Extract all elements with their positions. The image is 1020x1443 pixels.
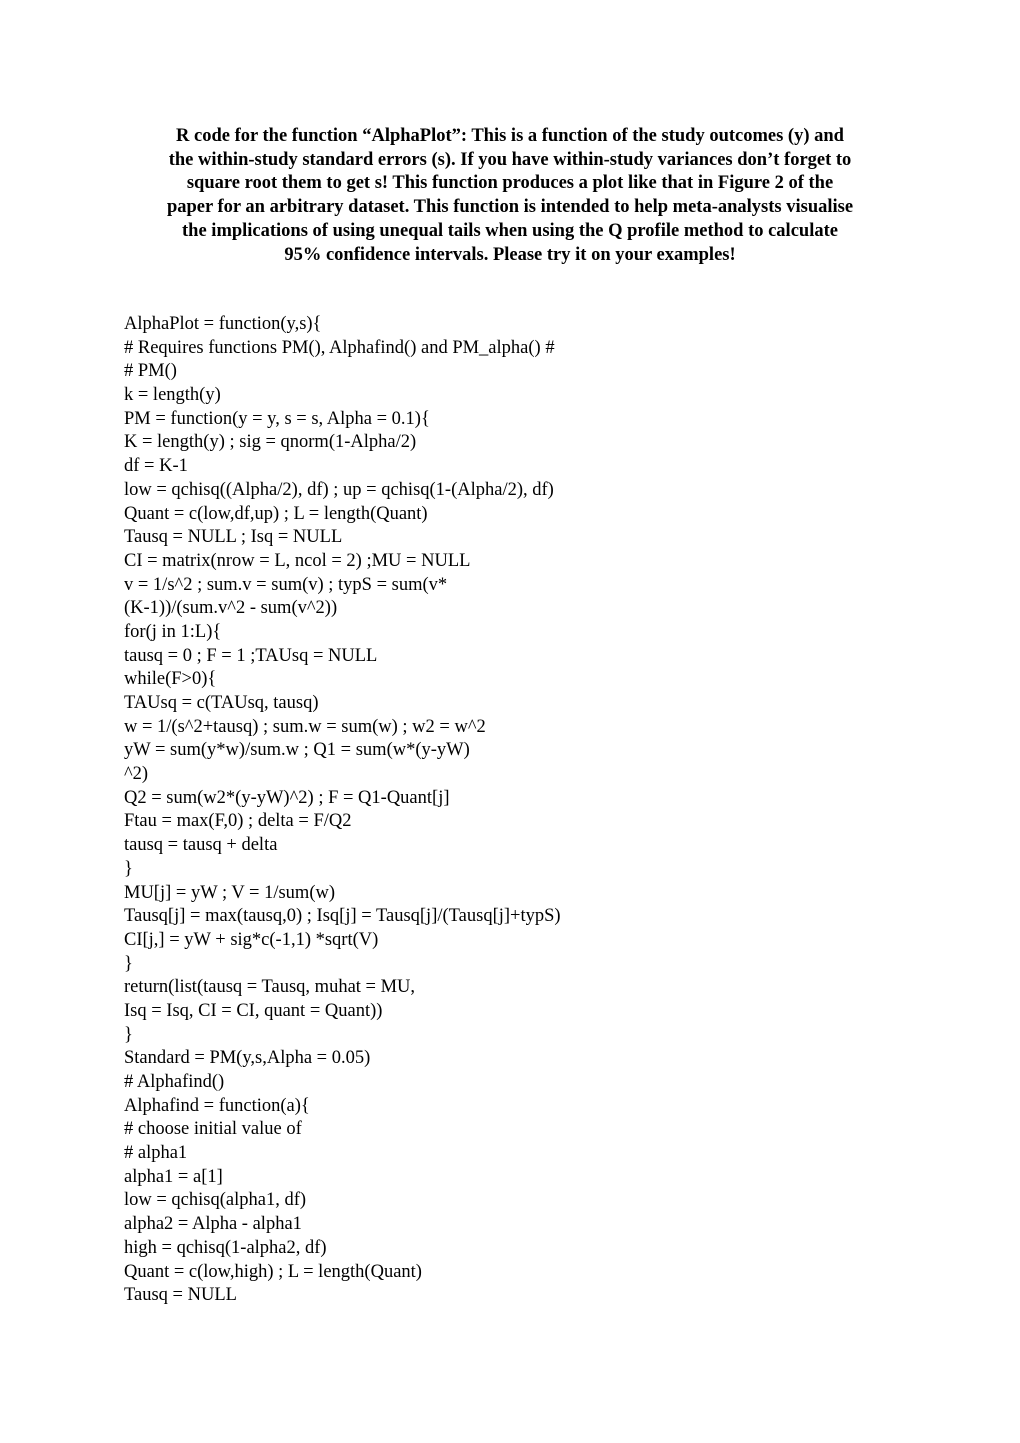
- code-line: # PM(): [124, 361, 177, 382]
- heading-line: 95% confidence intervals. Please try it on your examples!: [284, 244, 736, 265]
- heading-line: paper for an arbitrary dataset. This function is intended to help meta-analysts visualise: [166, 197, 854, 218]
- heading-line: the implications of using unequal tails when using the Q profile method to calculate: [182, 220, 838, 241]
- code-line: v = 1/s^2 ; sum.v = sum(v) ; typS = sum(v*: [124, 574, 448, 595]
- code-line: ^2): [124, 764, 149, 785]
- code-line: Tausq = NULL: [124, 1285, 237, 1306]
- code-line: # Alphafind(): [124, 1072, 225, 1092]
- code-line: K = length(y) ; sig = qnorm(1-Alpha/2): [124, 432, 417, 453]
- code-line: }: [124, 1024, 133, 1045]
- code-line: CI = matrix(nrow = L, ncol = 2) ;MU = NULL: [124, 550, 471, 571]
- code-line: tausq = tausq + delta: [124, 835, 278, 856]
- heading-line: R code for the function “AlphaPlot”: This is a function of the study outcomes (y) and: [176, 126, 844, 146]
- code-line: # alpha1: [124, 1143, 188, 1164]
- code-line: CI[j,] = yW + sig*c(-1,1) *sqrt(V): [124, 929, 379, 950]
- code-line: MU[j] = yW ; V = 1/sum(w): [124, 882, 336, 903]
- code-line: AlphaPlot = function(y,s){: [124, 314, 322, 334]
- code-line: k = length(y): [124, 385, 221, 406]
- heading-line: the within-study standard errors (s). If you have within-study variances don’t forget to: [168, 149, 852, 170]
- code-line: TAUsq = c(TAUsq, tausq): [124, 693, 319, 713]
- code-line: tausq = 0 ; F = 1 ;TAUsq = NULL: [124, 645, 378, 666]
- code-line: (K-1))/(sum.v^2 - sum(v^2)): [124, 598, 338, 619]
- code-line: # Requires functions PM(), Alphafind() and PM_alpha() #: [124, 337, 555, 358]
- code-line: Q2 = sum(w2*(y-yW)^2) ; F = Q1-Quant[j]: [124, 787, 450, 808]
- code-line: for(j in 1:L){: [124, 621, 222, 642]
- code-line: while(F>0){: [124, 669, 217, 690]
- code-line: # choose initial value of: [124, 1119, 302, 1140]
- code-line: df = K-1: [124, 456, 188, 477]
- code-line: high = qchisq(1-alpha2, df): [124, 1237, 327, 1258]
- code-line: Tausq[j] = max(tausq,0) ; Isq[j] = Tausq[j]/(Tausq[j]+typS): [124, 906, 561, 927]
- code-line: }: [124, 953, 133, 974]
- code-line: Tausq = NULL ; Isq = NULL: [124, 527, 343, 548]
- code-line: low = qchisq(alpha1, df): [124, 1190, 307, 1211]
- code-line: yW = sum(y*w)/sum.w ; Q1 = sum(w*(y-yW): [124, 740, 470, 761]
- code-line: Quant = c(low,high) ; L = length(Quant): [124, 1261, 422, 1282]
- r-code-listing: [124, 313, 944, 1308]
- code-line: }: [124, 858, 133, 879]
- code-line: low = qchisq((Alpha/2), df) ; up = qchisq(1-(Alpha/2), df): [124, 479, 554, 500]
- document-heading: [100, 125, 920, 267]
- code-line: w = 1/(s^2+tausq) ; sum.w = sum(w) ; w2 = w^2: [124, 716, 486, 737]
- code-line: Alphafind = function(a){: [124, 1095, 310, 1116]
- code-line: return(list(tausq = Tausq, muhat = MU,: [124, 977, 416, 998]
- code-line: PM = function(y = y, s = s, Alpha = 0.1){: [124, 408, 430, 429]
- code-line: alpha2 = Alpha - alpha1: [124, 1214, 302, 1235]
- code-line: Ftau = max(F,0) ; delta = F/Q2: [124, 811, 352, 832]
- code-line: Isq = Isq, CI = CI, quant = Quant)): [124, 1000, 383, 1021]
- code-line: Standard = PM(y,s,Alpha = 0.05): [124, 1048, 371, 1069]
- code-line: alpha1 = a[1]: [124, 1166, 223, 1187]
- heading-line: square root them to get s! This function produces a plot like that in Figure 2 of the: [186, 173, 834, 194]
- code-line: Quant = c(low,df,up) ; L = length(Quant): [124, 503, 428, 524]
